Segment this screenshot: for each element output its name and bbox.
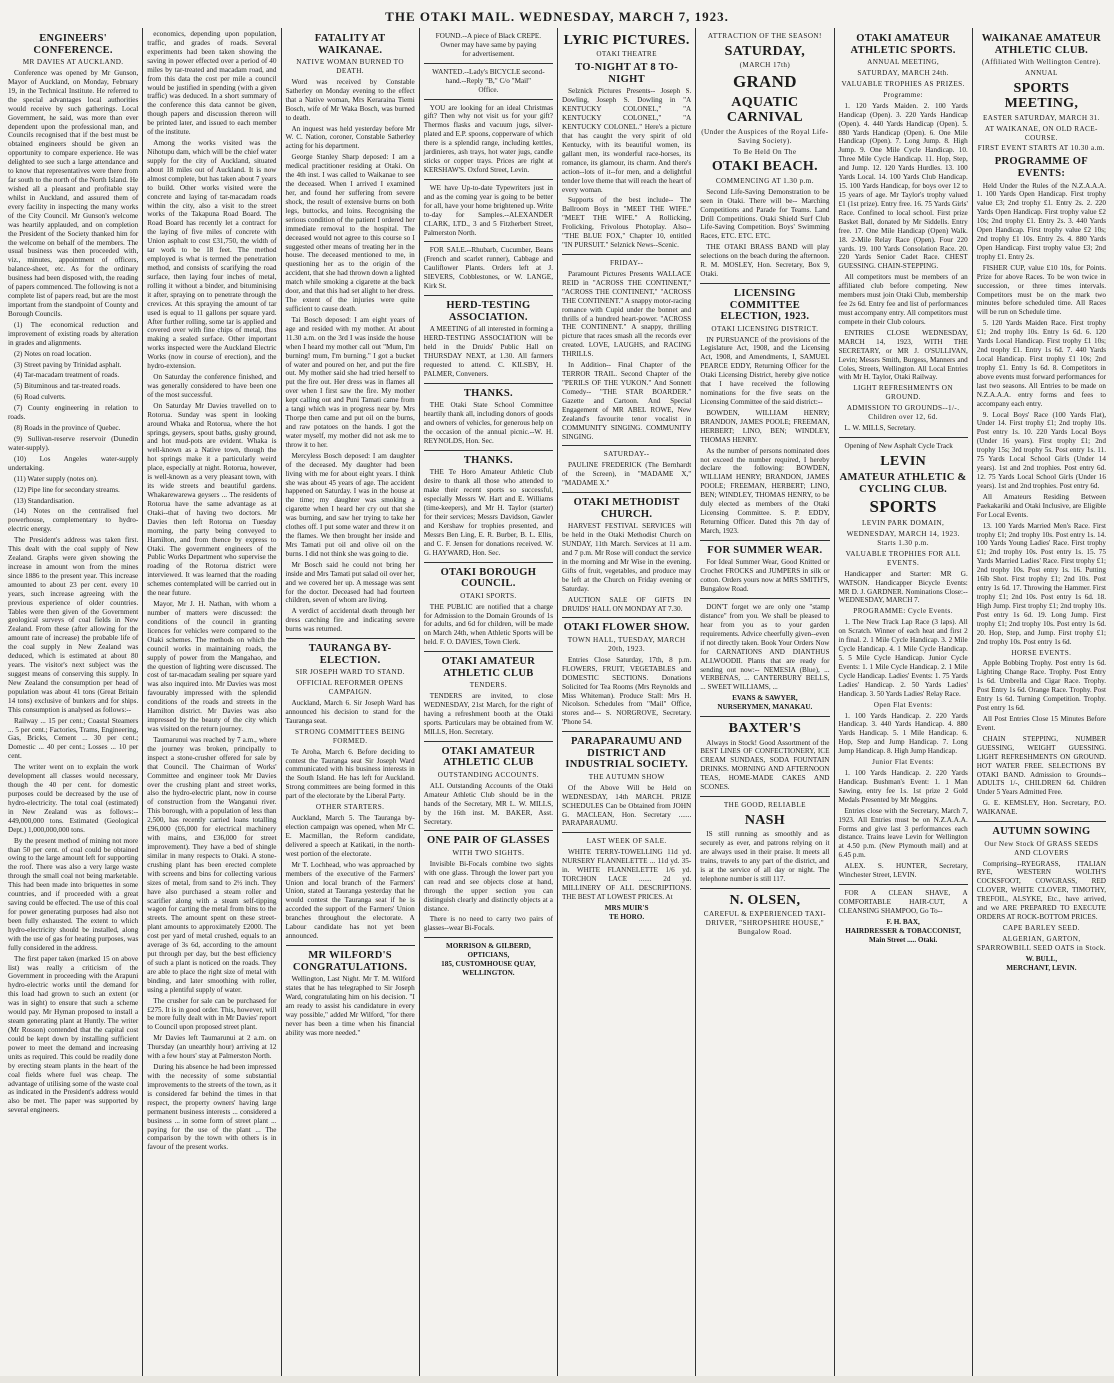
column-rule [562, 254, 691, 255]
article-paragraph: On Saturday the conference finished, and was generally considered to have been one of the most successful. [147, 373, 277, 399]
headline: GRAND [732, 72, 797, 92]
column-rule [424, 179, 553, 180]
article-paragraph: Always in Stock! Good Assortment of the BEST LINES OF CONFECTIONERY, ICE CREAM SUNDAES, SODA FOUNTAIN DRINKS. MORNING AND AFTERNOON TEAS, HOME-MADE CAKES AND SCONES. [700, 738, 830, 792]
subheading: CAREFUL & EXPERIENCED TAXI-DRIVER, "SHROPSHIRE HOUSE," Bungalow Road. [703, 910, 826, 937]
article-paragraph: Taumarunui was reached by 7 a.m., where the journey was broken, principally to inspect a stone-crusher offered for sale by that Council. The Chairman of Works' Committee and engineer took Mr Davies over the crushing plant and street works, also the hydro-electric plant, now in course of construction from the Wanganui river. This borough, with a population of less than 2,500, has recently carried loans totalling £96,000 (£6,000 for electrical machinery with mains, and £36,000 for street improvement). They have a bed of shingle similar in many respects to Otaki. A stone-crushing plant has been erected complete with screens and bins for collecting various sizes of metal, from sand to 2½ inch. They have also purchased a steam roller and scarifier along with a steam self-tipping wagon for carting the metal from bins to the streets. The amount spent on these street-plant amounts to approximately £2000. The cost per yard of metal crushed, equals to an average of 3s 6d, according to the amount put through per day, but the best efficiency of such a plant is noticed on the roads. They are able to place the right size of metal with binding, and later smoothing with roller, using a plentiful supply of water. [147, 735, 277, 994]
subheading: ANNUAL MEETING, [867, 58, 940, 67]
article-paragraph: Opening of New Asphalt Cycle Track [844, 441, 953, 450]
ad-line: hand.--Reply "B," C/o "Mail" [445, 76, 532, 85]
subheading: OTAKI THEATRE [596, 50, 657, 59]
column-rule [839, 437, 968, 438]
ad-line: MERCHANT, LEVIN. [1006, 963, 1077, 972]
column-rule [700, 598, 829, 599]
ad-line: F. H. BAX, [886, 917, 920, 926]
article-paragraph: CHAIN STEPPING, NUMBER GUESSING, WEIGHT GUESSING. LIGHT REFRESHMENTS ON GROUND. HOT WATER FREE. SELECTIONS BY OTAKI BAND. Admission to Grounds--ADULTS 1/-, CHILDREN 6d. Children Under 5 Years Admitted Free. [976, 734, 1106, 797]
subheading: EASTER SATURDAY, MARCH 31. [982, 113, 1100, 122]
column-rule [839, 884, 968, 885]
article-paragraph: Te Aroha, March 6. Before deciding to contest the Tauranga seat Sir Joseph Ward communicated with his business interests in the South Island. He has left for Auckland. Strong committees are being formed in this part of the electorate by the Liberal Party. [285, 747, 415, 801]
article-paragraph: THE Otaki State School Committee heartily thank all, including donors of goods and owners of vehicles, for generous help on the occasion of the annual picnic.--W. H. REYNOLDS, Hon. Sec. [423, 401, 553, 445]
headline: HERD-TESTING ASSOCIATION. [446, 300, 531, 323]
column-rule [562, 731, 691, 732]
article-paragraph: IS still running as smoothly and as securely as ever, and patrons relying on it are always used in their praise. It meets all trains, travels to any part of the district, and is at the service of all day or night. The telephone number is still 117. [700, 830, 830, 883]
advertisement [424, 68, 553, 95]
article-paragraph: A MEETING of all interested in forming a HERD-TESTING ASSOCIATION will be held in the Druids' Public Hall on THURSDAY NEXT, at 1.30. All farmers requested to attend. C. KILSBY, H. PALMER, Conveners. [423, 325, 553, 378]
subheading: Junior Flat Events: [872, 758, 935, 767]
ad-line: EVANS & SAWYER, [732, 694, 798, 703]
headline: PARAPARAUMU AND DISTRICT AND INDUSTRIAL SOCIETY. [565, 736, 688, 771]
article-paragraph: (1) The economical reduction and improvement of existing roads by alteration in grades and alignments. [8, 320, 139, 347]
article-paragraph: (4) Tar-macadam treatment of roads. [14, 371, 120, 380]
article-paragraph: Auckland, March 5. The Tauranga by-election campaign was opened, when Mr C. E. Macmillan, the Reform candidate, delivered a speech at Katikati, in the north-west portion of the electorate. [285, 814, 415, 858]
headline: NASH [744, 812, 785, 828]
headline: LICENSING COMMITTEE ELECTION, 1923. [720, 288, 810, 323]
subheading: OTAKI LICENSING DISTRICT. [711, 324, 819, 333]
article-paragraph: WE have Up-to-date Typewriters just in and as the coming year is going to be better for all, have your home brightened up. Write to-day for Samples.--ALEXANDER CLARK, LTD., 3 and 5 Fitzherbert Street, Palmerston North. [423, 183, 553, 237]
headline: TO-NIGHT AT 8 TO-NIGHT [575, 62, 679, 85]
news-column [557, 28, 695, 1376]
article-paragraph: DON'T forget we are only one "stamp distance" from you. We shall be pleased to hear from you as to your garden requirements. Advice cheerfully given--even if not directly taken. Book Your Orders Now for CARNATIONS AND DIANTHUS ALLWOODII. Plants that are ready for sending out now:-- NEMESIA (Blue), ... VERBENAS, ... CANTERBURY BELLS, ... SWEET WILLIAMS, ... [700, 603, 830, 692]
article-paragraph: 13. 100 Yards Married Men's Race. First trophy £1; 2nd trophy 10s. Post entry 1s. 14. 100 Yards Young Ladies' Race. First trophy £1; 2nd trophy 10s. Post entry 1s. 15. 75 Yards Married Ladies' Race. First trophy £1; 2nd trophy 10s. Post entry 1s. 16. Putting 16lb Shot. First trophy £1; 2nd 10s. Post entry 1s 6d. 17. Throwing the Hammer. First trophy £1; 2nd 10s. Post entry 1s 6d. 18. High Jump. First trophy £1; 2nd trophy 10s. Post entry 1s 6d. 19. Long Jump. First trophy £1; 2nd trophy 10s. Post entry 1s 6d. 20. Hop, Step, and Jump. First trophy £1; 2nd trophy 10s. Post entry 1s 6d. [976, 521, 1106, 646]
headline: OTAKI BEACH. [711, 159, 818, 175]
page-bottom-edge [0, 1376, 1114, 1383]
headline: N. OLSEN, [729, 892, 801, 908]
article-paragraph: BOWDEN, WILLIAM HENRY; BRANDON, JAMES POOLE; FREEMAN, HERBERT; LINO, BEN; WINDLEY, THOMAS HENRY. [700, 408, 830, 444]
ad-line: for advertisement. [462, 49, 515, 58]
ad-line: Office. [478, 85, 499, 94]
subheading: Programme: [883, 90, 923, 99]
news-column [281, 28, 419, 1376]
article-paragraph: All Post Entries Close 15 Minutes Before Event. [976, 714, 1106, 732]
column-rule [562, 445, 691, 446]
subheading: Open Flat Events: [873, 700, 933, 709]
article-paragraph: WHITE TERRY-TOWELLING 11d yd. NURSERY FLANNELETTE ... 11d yd. 35-in. WHITE FLANNELETTE 1/6 yd. TORCHON LACE ....... 2d yd. MILLINERY OF ALL DESCRIPTIONS. THE BEST AT LOWEST PRICES. At [562, 848, 692, 901]
article-paragraph: (10) Los Angeles water-supply undertaking. [8, 454, 139, 472]
headline: SATURDAY, [724, 43, 806, 59]
headline: OTAKI BOROUGH COUNCIL. [440, 566, 537, 590]
headline: AQUATIC CARNIVAL [726, 94, 803, 126]
article-paragraph: Selznick Pictures Presents-- Joseph S. Dowling, Joseph S. Dowling in "A KENTUCKY COLONEL," "A KENTUCKY COLONEL," "A KENTUCKY COLONEL." Here's a picture that has caught the very spirit of old Kentucky, with its beautiful women, its gallant men, its wonderful race-horses, its romance, its glamour, its charm. And there's action--lots of it--for men, and a delightful tender love theme that will reach the heart of every woman. [562, 87, 692, 194]
news-column [834, 28, 972, 1376]
article-paragraph: Of the Above Will be Held on WEDNESDAY, 14th MARCH. PRIZE SCHEDULES Can be Obtained from JOHN G. MACLEAN, Hon. Secretary ....... PARAPARAUMU. [562, 783, 692, 828]
article-paragraph: (5) Bituminous and tar-treated roads. [14, 382, 121, 391]
headline: AMATEUR ATHLETIC & CYCLING CLUB. [839, 472, 967, 495]
article-paragraph: HARVEST FESTIVAL SERVICES will be held in the Otaki Methodist Church on SUNDAY, 11th March. Services at 11 a.m. and 7 p.m. Mr Rose will conduct the service in the morning and Mr Wise in the evening. Gifts of fruit, vegetables, and produce may be left at the Church on Friday evening or Saturday. [562, 522, 692, 593]
ad-line: TE HORO. [609, 912, 645, 921]
ad-line: WANTED.--Lady's BICYCLE second- [432, 67, 545, 76]
article-paragraph: During his absence he had been impressed with the necessity of some substantial improvements to the streets of the town, as it is considered far behind the times in that respect, the property owners' having large permanent business interests ... considered a business ... in some form of street plant ... paying for the use of the plant ... The comparison by the town with others is in favour of the present works. [147, 1063, 277, 1152]
subheading: OFFICIAL REFORMER OPENS CAMPAIGN. [296, 679, 404, 697]
subheading: NATIVE WOMAN BURNED TO DEATH. [296, 58, 404, 76]
subheading: ALGERIAN, GARTON, SPARROWBILL SEED OATS in Stock. [976, 934, 1106, 952]
article-paragraph: (8) Roads in the province of Quebec. [14, 424, 121, 433]
column-rule [700, 716, 829, 717]
column-rule [424, 63, 553, 64]
headline: PROGRAMME OF EVENTS: [994, 156, 1088, 179]
column-rule [424, 830, 553, 831]
news-column [142, 28, 280, 1376]
article-paragraph: Mayor, Mr J. H. Nathan, with whom a number of matters were discussed: the conditions of the council in granting licences for vehicles were compared to the Otaki schemes. The methods on which the council works in maintaining roads, the supply of power from the Mangahao, and the question of lighting were discussed. The cost of tar-macadam sealing per square yard was also inquired into. Mr Davies was most favourably impressed with the splendid conditions of the roads and streets in the Hamilton district. Mr Davies was also impressed by the beauty of the city which was visited on the return journey. [147, 600, 277, 733]
news-column [972, 28, 1110, 1376]
article-paragraph: Held Under the Rules of the N.Z.A.A.A. 1. 100 Yards Open Handicap. First trophy value £3; 2nd trophy £1. Entry 2s. 2. 220 Yards Open Handicap. First trophy value £2 10s; 2nd trophy £1. Entry 2s. 3. 440 Yards Open Handicap. First trophy value £2 10s; 2nd trophy £1 10s. Entry 2s. 4. 880 Yards Open Handicap. First trophy value £3; 2nd trophy £1. Entry 2s. [976, 181, 1106, 261]
column-rule [424, 295, 553, 296]
article-paragraph: (13) Standardisation. [14, 496, 75, 505]
article-paragraph: By the present method of mining not more than 50 per cent. of coal could be obtained owing to the large amount left for supporting the roof. There was also a very large waste through the small coal not being marketable. This had been made into briquettes in some countries, and if proceeded with a great saving could be effected. The use of this coal for power generating purposes had also not been fully exhausted. The extent to which hydro-electricity should be installed, along with the use of gas for heating purposes, was fully considered in the address. [8, 836, 139, 952]
article-paragraph: Handicapper and Starter: MR G. WATSON. Handicapper Bicycle Events: MR D. J. GARDNER. Nominations Close:-- WEDNESDAY, MARCH 7. [838, 569, 968, 605]
article-paragraph: Word was received by Constable Satherley on Monday evening to the effect that a Native woman, Mrs Keraraina Tiemi Bosch, wife of Mr Waka Bosch, was burned to death. [285, 77, 415, 122]
article-paragraph: (7) County engineering in relation to roads. [8, 404, 139, 422]
article-paragraph: As the number of persons nominated does not exceed the number required, I hereby declare the following: BOWDEN, WILLIAM HENRY; BRANDON, JAMES POOLE; FREEMAN, HERBERT; LINO, BEN; WINDLEY, THOMAS HENRY, to be duly elected as members of the Otaki Licensing Committee. S. P. EDDY, Returning Officer. Dated this 7th day of March, 1923. [700, 446, 830, 535]
article-paragraph: Mr Bosch said he could not bring her inside and Mrs Tamati put salad oil over her, and we covered her up. A message was sent for the doctor. Deceased had had fourteen children, seven of whom are living. [285, 560, 415, 605]
article-paragraph: ALEX. S. HUNTER, Secretary, Winchester Street, LEVIN. [838, 862, 968, 880]
ad-line: 185, CUSTOMHOUSE QUAY, [441, 960, 536, 969]
headline: TAURANGA BY-ELECTION. [308, 643, 392, 666]
article-paragraph: Paramount Pictures Presents WALLACE REID in "ACROSS THE CONTINENT," "ACROSS THE CONTINENT," "ACROSS THE CONTINENT." A snappy motor-racing romance with Cupid under the bonnet and thrills of a hundred heart-power. "ACROSS THE CONTINENT." A snappy, thrilling picture that races smash all the records ever created. LOVE, LAUGHS, and RACING THRILLS. [562, 269, 692, 359]
article-paragraph: IN PURSUANCE of the provisions of the Legislature Act, 1908, and the Licensing Act, 1908, and Amendments, I, SAMUEL PEARCE EDDY, Returning Officer for the Otaki Licensing District, hereby give notice that I have received the following nominations for the five seats on the Licensing Committee of the said district:-- [700, 335, 830, 407]
article-paragraph: Entries Close Saturday, 17th, 8 p.m. FLOWERS, FRUIT, VEGETABLES and DOMESTIC SECTIONS. Donations Solicited for Tea Rooms (Mrs Reynolds and Miss Whiteman). Produce Stall: Mrs H. Nicolson. Schedules from "Mail" Office, stores and--- S. NORGROVE, Secretary. 'Phone 54. [562, 655, 692, 727]
article-paragraph: Mercyless Bosch deposed: I am daughter of the deceased. My daughter had been living with me for about eight years. I think she was about 45 years of age. The accident happened on Saturday. I was in the house at the time; my daughter was smoking a cigarette when I heard her cry out that she was burning, and saw her trying to take her clothes off. I put some water and threw it on the flames. We then brought her inside and Mrs Tamati put oil and olive oil on the burns. I did not think she was going to die. [285, 451, 415, 558]
subheading: FRIDAY-- [609, 259, 644, 267]
subheading: LEVIN PARK DOMAIN, [862, 519, 945, 528]
column-rule [700, 540, 829, 541]
headline: THANKS. [463, 387, 513, 399]
article-paragraph: FOR SALE.--Rhubarb, Cucumber, Beans (French and scarlet runner), Cabbage and Cauliflower Plants. Orders left at J. SIEVERS, Cobblestones, or W. LANGE, Kirk St. [423, 246, 553, 291]
article-paragraph: (3) Street paving by Trinidad asphalt. [14, 360, 122, 369]
news-column [419, 28, 557, 1376]
headline: OTAKI FLOWER SHOW. [563, 622, 690, 634]
article-paragraph: Tai Bosch deposed: I am eight years of age and resided with my mother. At about 11.30 a.m. on the 3rd I was inside the house when I heard my mother call out "Mum, I'm burning! mum, I'm burning." I got a bucket of water and poured on her, and put the fire out. My mother said she had tried herself to put the fire out. Her dress was in flames all over when I first saw the fire. My mother kept calling out and Puni Tamati came from a tangi which was in progress near by. Mrs Thorpe then came and put oil on the burns, and raw potatoes on the hands. I got the water myself, my mother did not ask me to throw it to her. [285, 315, 415, 449]
subheading: LAST WEEK OF SALE. [586, 837, 667, 846]
headline: BAXTER'S [728, 721, 802, 737]
article-paragraph: Entries close with the Secretary, March 7, 1923. All Entries must be on N.Z.A.A.A. Forms and give last 3 performances each distance. Trains leave Levin for Wellington at 4.50 p.m. (New Plymouth mail) and at 6.45 p.m. [838, 806, 968, 860]
column-rule [424, 562, 553, 563]
subheading: AT WAIKANAE, ON OLD RACE-COURSE. [984, 124, 1098, 142]
advertisement [700, 694, 829, 712]
subheading: THE AUTUMN SHOW [588, 772, 665, 781]
subheading: (MARCH 17th) [739, 61, 791, 70]
subheading: OTHER STARTERS. [315, 803, 385, 812]
headline: OTAKI METHODIST CHURCH. [573, 497, 680, 520]
subheading: TENDERS. [469, 681, 508, 690]
ad-line: NURSERYMEN, MANAKAU. [717, 703, 813, 712]
article-paragraph: 5. 120 Yards Maiden Race. First trophy £1; 2nd trophy 10s. Entry 1s 6d. 6. 120 Yards Local Handicap. First trophy £1 10s; 2nd trophy £1. Entry 1s 6d. 7. 440 Yards Local Handicap. First trophy £1 10s; 2nd trophy £1. Entry 1s 6d. 8. Competitors in above events must forward performances for last two seasons. All Entries to be made on N.Z.A.A.A. entry forms and fees to accompany each entry. [976, 319, 1106, 408]
headline: ENGINEERS' CONFERENCE. [33, 33, 113, 56]
subheading: CAPE BARLEY SEED. [1002, 923, 1080, 932]
article-paragraph: In Addition-- Final Chapter of the TERROR TRAIL. Second Chapter of the "PERILS OF THE YUKON." And Sonnett Comedy-- "THE STAR BOARDER." Gazette and Cartoon. And Special Engagement of MR ABEL ROWE, New Zealand's favourite tenor vocalist in COMMUNITY SINGING. COMMUNITY SINGING. [562, 361, 692, 441]
article-paragraph: (11) Water supply (notes on). [14, 474, 98, 483]
subheading: THE GOOD, RELIABLE [723, 801, 806, 810]
column-rule [700, 888, 829, 889]
article-paragraph: The first paper taken (marked 15 on above list) was really a criticism of the Government in proceeding with the Arapuni hydro-electric works until the demand for this load had grown to such an extent (or was in sight) to ensure that such a scheme would pay. Mr Hyman proposed to install a steam generating plant at Huntly. The writer (Mr Rosson) contended that the capital cost could be kept down by installing sufficient power to meet the demand and increasing units as required. This could be readily done by erecting steam plants in the heart of the coal fields where fuel was cheap. The advantage of utilising some of the waste coal as indicated in the President's address would also be met. The paper was supported by several engineers. [8, 954, 139, 1115]
article-paragraph: All competitors must be members of an affiliated club before competing. New members must join Otaki Club, membership fee 2s 6d. Entry fee and list of performances must accompany entry. All competitors must compete in their Club colours. [838, 273, 968, 326]
ad-line: MRS MUIR'S [604, 903, 649, 912]
subheading: ADMISSION TO GROUNDS--1/-. Children over 12, 6d. [846, 404, 960, 422]
column-rule [424, 241, 553, 242]
article-paragraph: Supports of the best include-- The Ballroom Boys in "MEET THE WIFE." "MEET THE WIFE." A Rollicking, Frolicking, Frivolous Photoplay. Also-- "THE BLUE FOX," Chapter 10, entitled "IN PURSUIT." Selznick News--Scenic. [562, 196, 692, 250]
article-paragraph: (9) Sullivan-reserve reservoir (Dunedin water-supply). [8, 434, 139, 452]
subheading: WEDNESDAY, MARCH 14, 1923. Starts 1.30 p.m. [846, 529, 960, 547]
ad-line: Owner may have same by paying [440, 40, 537, 49]
advertisement [424, 32, 553, 59]
article-paragraph: FISHER CUP, value £10 10s, for Points. Prize for above Races. To be won twice in succession, or three times intervals. Competitors must be on the mark two minutes before scheduled time. All Races will be run on Schedule time. [976, 263, 1106, 317]
article-paragraph: ALL Outstanding Accounts of the Otaki Amateur Athletic Club should be in the hands of the Secretary, MR L. W. MILLS, by the 16th inst. M. BAKER, Asst. Secretary. [423, 781, 553, 826]
article-paragraph: On Saturday Mr Davies travelled on to Rotorua. Sunday was spent in looking around Whaka and Rotorua, where the hot springs, geysers, spout baths, gushy ground, and hot mud-pots are evident. Whaka is well-known as a Native town, though the hot springs make it a particularly weird place, especially at night. Rotorua, however, is well-known as a very pleasant town, with its wide streets and beautiful gardens. Whakarewarewa geysers ... The residents of Rotorua have the same advantage as at Otaki--that of having two doctors. Mr Davies then left Rotorua on Tuesday morning, the party being conveyed to Hamilton, and from thence by express to Otaki. The government engineers of the Public Works Department who supervise the roading of the Rotorua district were interviewed. It was learned that the roading schemes contemplated will be carried out in the near future. [147, 401, 277, 598]
article-paragraph: Invisible Bi-Focals combine two sights with one glass. Through the lower part you can read and see objects close at hand, through the upper section you can distinguish clearly and distinctly objects at a distance. [423, 859, 553, 913]
article-paragraph: THE OTAKI BRASS BAND will play selections on the beach during the afternoon. R. M. MOSLEY, Hon. Secretary, Box 9, Otaki. [700, 243, 830, 279]
column-rule [424, 741, 553, 742]
article-paragraph: All Amateurs Residing Between Paekakariki and Otaki Inclusive, are Eligible For Local Events. [976, 492, 1106, 519]
subheading: TOWN HALL, TUESDAY, MARCH 20th, 1923. [567, 635, 686, 653]
headline: LEVIN [880, 453, 927, 469]
article-paragraph: Auckland, March 6. Sir Joseph Ward has announced his decision to stand for the Tauranga seat. [285, 699, 415, 725]
subheading: PROGRAMME: Cycle Events. [853, 607, 953, 616]
news-column [4, 28, 142, 1376]
article-paragraph: TENDERS are invited, to close WEDNESDAY, 21st March, for the right of having a refreshment booth at the Otaki sports. Particulars may be obtained from W. MILLS, Hon. Secretary. [423, 692, 553, 736]
article-paragraph: PAULINE FREDERICK (The Bernhardt of the Screen), in "MADAME X," "MADAME X." [562, 461, 692, 488]
headline: OTAKI AMATEUR ATHLETIC SPORTS. [850, 33, 956, 56]
subheading: (Under the Auspices of the Royal Life-Saving Society). [701, 127, 829, 145]
subheading: VALUABLE TROPHIES AS PRIZES. [841, 79, 965, 88]
article-paragraph: A verdict of accidental death through her dress catching fire and indicating severe burns was returned. [285, 607, 415, 634]
subheading: MR DAVIES AT AUCKLAND. [22, 58, 124, 67]
ad-line: WELLINGTON. [462, 969, 515, 978]
column-rule [562, 492, 691, 493]
article-paragraph: Second Life-Saving Demonstration to be seen in Otaki. There will be-- Marching Competitions and Parade for Teams. Land Drill Competitions. Otaki Shield Surf Club Life-Saving Competition. Boys' Swimming Races, ETC. ETC. ETC. [700, 187, 830, 241]
subheading: WITH TWO SIGHTS. [452, 849, 525, 858]
subheading: HORSE EVENTS. [1011, 648, 1072, 657]
column-rule [562, 832, 691, 833]
advertisement [977, 955, 1106, 973]
headline: SPORTS [869, 497, 937, 517]
article-paragraph: 9. Local Boys' Race (100 Yards Flat), Under 14. First trophy £1; 2nd trophy 10s. Post entry 1s. 10. 220 Yards Local Boys (Under 16 years). First trophy £1; 2nd trophy 15s; 3rd trophy 5s. Post entry 1s. 11. 75 Yards Local School Girls (Under 14 years). 1st and 2nd trophies. Post entry 6d. 12. 75 Yards Local School Girls (Under 16 years). 1st and 2nd trophies. Post entry 6d. [976, 410, 1106, 490]
newspaper-page [4, 28, 1110, 1376]
subheading: SATURDAY-- [603, 450, 650, 459]
article-paragraph: (14) Notes on the centralised fuel powerhouse, complementary to hydro-electric energy. [8, 507, 139, 534]
subheading: LIGHT REFRESHMENTS ON GROUND. [853, 384, 953, 402]
column-rule [286, 945, 415, 946]
headline: WAIKANAE AMATEUR ATHLETIC CLUB. [981, 33, 1101, 56]
headline: ONE PAIR OF GLASSES [427, 835, 550, 847]
article-paragraph: Conference was opened by Mr Gunson, Mayor of Auckland, on Monday, February 19, in the Technical Institute. He referred to the special advantages local authorities would receive by such gatherings. Local Government, he said, was more than ever dependent upon the professional man, and Councils recognised that if the best must be obtained engineers should be given an opportunity to compare experience. He was delighted to see such a large attendance and to know that representatives were there from far south to the north of the North Island. He wished all a pleasant and profitable stay whilst in Auckland, and assured them of every facility in inspecting the many works of the City Council. Mr Gunson's welcome was heartily applauded, and on completion the President of the Society thanked him for the welcome on behalf of the members. The usual business was then proceeded with, viz., minutes, appointment of officers, balance-sheet, etc. As for the ordinary business had been disposed with, the reading of papers commenced. The following is not a complete list of papers read, but are the most important from the standpoint of County and Borough Councils. [8, 69, 139, 318]
subheading: FIRST EVENT STARTS AT 10.30 a.m. [977, 144, 1105, 153]
article-paragraph: Wellington, Last Night. Mr T. M. Wilford states that he has telegraphed to Sir Joseph Ward, congratulating him on his decision. "I am ready to assist his candidature in every way possible," added Mr Wilford, "for there never has been a time when his financial ability was more needed." [285, 975, 415, 1037]
column-rule [424, 937, 553, 938]
headline: FATALITY AT WAIKANAE. [314, 33, 386, 56]
subheading: SIR JOSEPH WARD TO STAND. [295, 668, 405, 677]
article-paragraph: THE Te Horo Amateur Athletic Club desire to thank all those who attended to make their recent sports so successful, especially Messrs W. Hart and E. Williams (time-keepers), and Mr H. Taylor (starter) for their services; Messrs Davidson, Gawler and Kershaw for trophies presented, and Messrs Ben Ling, E. R. Burber, B. L. Ellis, and C. F. Jensen for donations received. W. G. HAYWARD, Hon. Sec. [423, 468, 553, 557]
article-paragraph: 1. The New Track Lap Race (3 laps). All on Scratch. Winner of each heat and first 2 in final. 2. 1 Mile Cycle Handicap. 3. 2 Mile Cycle Handicap. 4. 1 Mile Cycle Handicap. 5. 5 Mile Cycle Handicap. Junior Cycle Events: 1. 1 Mile Cycle Handicap. 2. 1 Mile Cycle Handicap. Ladies' Events: 1. 75 Yards Ladies' Handicap. 2. 50 Yards Ladies' Handicap. 3. 50 Yards Ladies' Relay Race. [838, 618, 968, 698]
article-paragraph: (2) Notes on road location. [14, 349, 92, 358]
subheading: (Affiliated With Wellington Centre). [981, 58, 1101, 67]
subheading: OUTSTANDING ACCOUNTS. [437, 770, 539, 779]
article-paragraph: THE PUBLIC are notified that a charge for Admission to the Domain Grounds of 1s for adults, and 6d for children, will be made on March 24th, when Athletic Sports will be held. F. O. DAVIES, Town Clerk. [423, 602, 553, 647]
ad-line: Main Street ..... Otaki. [868, 935, 938, 944]
headline: FOR SUMMER WEAR. [707, 544, 823, 556]
article-paragraph: YOU are looking for an ideal Christmas gift? Then why not visit us for your gift? Thermos flasks and vacuum jugs, silver-plated and E.P. spoons, copperware of which there is a splendid range, including kettles, jardinieres, ash trays, hot water jugs, candle sticks or copper trays. Prices are right at KERSHAW'S. Oxford Street, Levin. [423, 103, 553, 174]
headline: SPORTS MEETING, [1004, 80, 1079, 112]
article-paragraph: AUCTION SALE OF GIFTS IN DRUIDS' HALL ON MONDAY AT 7.30. [562, 595, 692, 613]
advertisement [424, 942, 553, 978]
subheading: VALUABLE TROPHIES FOR ALL EVENTS. [845, 549, 961, 567]
subheading: ANNUAL [1025, 69, 1058, 78]
headline: AUTUMN SOWING [992, 826, 1091, 838]
headline: LYRIC PICTURES. [563, 33, 690, 48]
article-paragraph: 1. 100 Yards Handicap. 2. 220 Yards Handicap. 3. 440 Yards Handicap. 4. 880 Yards Handicap. 5. 1 Mile Handicap. 6. Hop, Step and Jump Handicap. 7. Long Jump Handicap. 8. High Jump Handicap. [838, 711, 968, 756]
article-paragraph: 1. 100 Yards Handicap. 2. 220 Yards Handicap. Bushman's Event: 1. 1 Man Sawing, entry fee 1s. 1st prize 2 Gold Medals Presented by Mr Meggins. [838, 769, 968, 804]
advertisement [839, 918, 968, 945]
article-paragraph: An inquest was held yesterday before Mr W. C. Nation, coroner, Constable Satherley acting for his department. [285, 124, 415, 151]
article-paragraph: The crusher for sale can be purchased for £275. It is in good order. This, however, will be more fully dealt with in Mr Davies' report to Council upon proposed street plant. [147, 996, 277, 1032]
column-rule [562, 617, 691, 618]
article-paragraph: The writer went on to explain the work development all classes would necessary, though the 40 per cent. for domestic purposes could be decreased by the use of hydro-electricity. The total coal (estimated) in New Zealand was as follows:-- 449,000,000 tons. Estimated (Geological Dept.) 1,000,000,000 tons. [8, 763, 139, 834]
subheading: To Be Held On The [733, 147, 797, 156]
headline: OTAKI AMATEUR ATHLETIC CLUB [441, 656, 536, 679]
article-paragraph: G. E. KEMSLEY, Hon. Secretary, P.O. WAIKANAE. [976, 799, 1106, 817]
subheading: STRONG COMMITTEES BEING FORMED. [295, 727, 406, 745]
subheading: Our New Stock Of GRASS SEEDS AND CLOVERS [984, 839, 1099, 857]
column-rule [977, 821, 1106, 822]
article-paragraph: For Ideal Summer Wear, Good Knitted or Crochet FROCKS and JUMPERS in silk or cotton. Orders yours now at MRS SMITH'S, Bungalow Road. [700, 558, 830, 594]
news-column [695, 28, 833, 1376]
article-paragraph: 1. 120 Yards Maiden. 2. 100 Yards Handicap (Open). 3. 220 Yards Handicap (Open). 4. 440 Yards Handicap (Open). 5. 880 Yards Handicap (Open). 6. One Mile Handicap (Open). 7. Long Jump. 8. High Jump. 9. One Mile Cycle Handicap. 10. Three Mile Cycle Handicap. 11. Hop, Step, and Jump. 12. 120 Yards Hurdles. 13. 100 Yards Local. 14. 100 Yards Club Handicap. 15. 100 Yards Handicap, for boys over 12 to 15 years of age. Mr Taylor's trophy valued £1 (1st prize). Entry free. 16. 75 Yards Girls' Race. Confined to local school. First prize Basket Ball, donated by Mr Siddells. Entry free. 17. One Mile Handicap (Open) Walk. 18. 2-Mile Relay Race (Open). Four 220 yards. 19. 100 Yards Consolation Race. 20. 220 Yards Senior Cadet Race. CHEST GUESSING. CHAIN-STEPPING. [838, 101, 968, 271]
ad-line: MORRISON & GILBERD, [445, 942, 531, 951]
ad-line: HAIRDRESSER & TOBACCONIST, [845, 926, 961, 935]
article-paragraph: Mr T. Lochhead, who was approached by members of the executive of the Farmers' Union and local branch of the Farmers' Union, stated at Tauranga yesterday that he would contest the Tauranga seat if he is accorded the support of the Farmers' Union branches throughout the electorate. A Labour candidate has not yet been announced. [285, 860, 415, 941]
ad-line: OPTICIANS, [467, 951, 510, 960]
article-paragraph: Apple Bobbing Trophy. Post entry 1s 6d. Lighting Change Race. Trophy. Post Entry 1s 6d. Umbrella and Cigar Race. Trophy. Post Entry 1s 6d. Orange Race. Trophy. Post Entry 1s 6d. Turning Competition. Trophy. Post entry 1s 6d. [976, 659, 1106, 713]
ad-line: FOUND.--A piece of Black CREPE. [435, 32, 542, 40]
masthead: THE OTAKI MAIL. WEDNESDAY, MARCH 7, 1923. [385, 9, 729, 24]
article-paragraph: There is no need to carry two pairs of glasses--wear Bi-Focals. [423, 915, 553, 933]
article-paragraph: The President's address was taken first. This dealt with the coal supply of New Zealand. Graphs were given showing the increase in amount won from the mines since 1886 to the present year. This increase amounted to about 23 per cent. every 10 years, such increase agreeing with the previous experience of older countries. Tables were then given of the Government geological surveys of coal fields in New Zealand. From these (after allowing for the amount rate of increase) the probable life of the coal supply in New Zealand was deduced, which is estimated at about 80 years. The visitor's next subject was the suggest means of conserving this supply. In New Zealand the consumption per head of population was about 41 tons (Great Britain 14 tons) exclusive of bunkers and for ships. This consumption is analysed as follows:-- [8, 536, 139, 714]
article-paragraph: (6) Road culverts. [14, 393, 66, 402]
advertisement [562, 904, 691, 922]
column-rule [424, 651, 553, 652]
article-paragraph: Railway ... 15 per cent.; Coastal Steamers ... 5 per cent.; Factories, Trams, Engineering, Gas, Bricks, Cement ... 30 per cent.; Domestic ... 40 per cent.; Losses ... 10 per cent. [8, 716, 139, 761]
column-rule [700, 283, 829, 284]
article-paragraph: L. W. MILLS, Secretary. [844, 424, 916, 433]
headline: OTAKI AMATEUR ATHLETIC CLUB [441, 745, 536, 769]
column-rule [424, 383, 553, 384]
column-rule [286, 638, 415, 639]
column-rule [424, 99, 553, 100]
headline: THANKS. [463, 454, 513, 466]
subheading: SATURDAY, MARCH 24th. [857, 69, 949, 78]
subheading: ATTRACTION OF THE SEASON! [707, 32, 822, 40]
article-paragraph: George Stanley Sharp deposed: I am a medical practitioner residing at Otaki. On the 4th inst. I was called to Waikanae to see the deceased. When I arrived I examined her, and found her suffering from severe shock, the result of extensive burns on both legs, buttocks, and loins. Recognising the serious condition of the patient I ordered her immediate removal to the hospital. The deceased would not agree to this course so I suggested other means of treating her in the house. The deceased mentioned to me, in questioning her as to the origin of the accident, that she had thrown down a lighted match while smoking a cigarette at the back door, and that this had set alight to her dress. The extent of the injuries were quite sufficient to cause death. [285, 153, 415, 313]
article-paragraph: Among the works visited was the Nihotupu dam, which will be the chief water supply for the city of Auckland, situated about 18 miles out of Auckland. It is now almost complete, but has taken about 7 years to build. Other works visited were the concrete and laying of tar-macadam roads within the city, also a visit to the street works of the Takapuna Road Board. The Road Board has recently let a contract for the laying of five miles of concrete with Union asphalt to cost £31,750, the width of tar work to be 18 feet. The method employed is what is termed the penetration method, and consists of scarifying the road surface, then laying four inches of metal, rolling it without a binder, and bituminising it after, spraying on to penetrate through the crevices. At this spraying the amount of tar used is equal to 11 gallons per square yard. After further rolling, some tar is applied and covered over with fine chips of metal, thus making a sealed surface. Other important works inspected were the Auckland Electric Works (now in course of erection), and the hydro-extension. [147, 139, 277, 371]
article-paragraph: Mr Davies left Taumarunui at 2 a.m. on Thursday (an unearthly hour) arriving at 12 with a few hours' stay at Palmerston North. [147, 1034, 277, 1061]
column-rule [424, 450, 553, 451]
article-paragraph: (12) Pipe line for secondary streams. [14, 485, 120, 494]
article-paragraph: Comprising--RYEGRASS, ITALIAN RYE, WESTERN WOLTH'S COCKSFOOT, COWGRASS, RED CLOVER, WHITE CLOVER, TIMOTHY, TREFOIL, ALSYKE, Etc., have arrived, and we ARE PREPARED TO EXECUTE ORDERS AT ROCK-BOTTOM PRICES. [976, 859, 1106, 922]
article-paragraph: ENTRIES CLOSE WEDNESDAY, MARCH 14, 1923, WITH THE SECRETARY, or MR J. O'SULLIVAN, Levin; Messrs Smith, Burgess, Manners and Coles, Streets, Wellington. All Local Entries with Mr H. Taylor, Otaki Railway. [838, 328, 968, 382]
column-rule [700, 796, 829, 797]
subheading: OTAKI SPORTS. [460, 591, 517, 600]
article-paragraph: FOR A CLEAN SHAVE, A COMFORTABLE HAIR-CUT, A CLEANSING SHAMPOO, Go To-- [838, 889, 968, 915]
headline: MR WILFORD'S CONGRATULATIONS. [292, 950, 408, 973]
subheading: COMMENCING AT 1.30 p.m. [715, 176, 814, 185]
article-paragraph: economics, depending upon population, traffic, and grades of roads. Several experiments had been taken showing the saving in power effected over a period of 40 miles by tar-treated and macadam road, and from this data the cost per mile a council would be justified in spending (with a given traffic) was deduced. In a short summary of the conference this data cannot be given, though papers and discussion thereon will be printed later, and issued to each member of the institute. [147, 30, 277, 137]
ad-line: W. BULL, [1025, 954, 1058, 963]
